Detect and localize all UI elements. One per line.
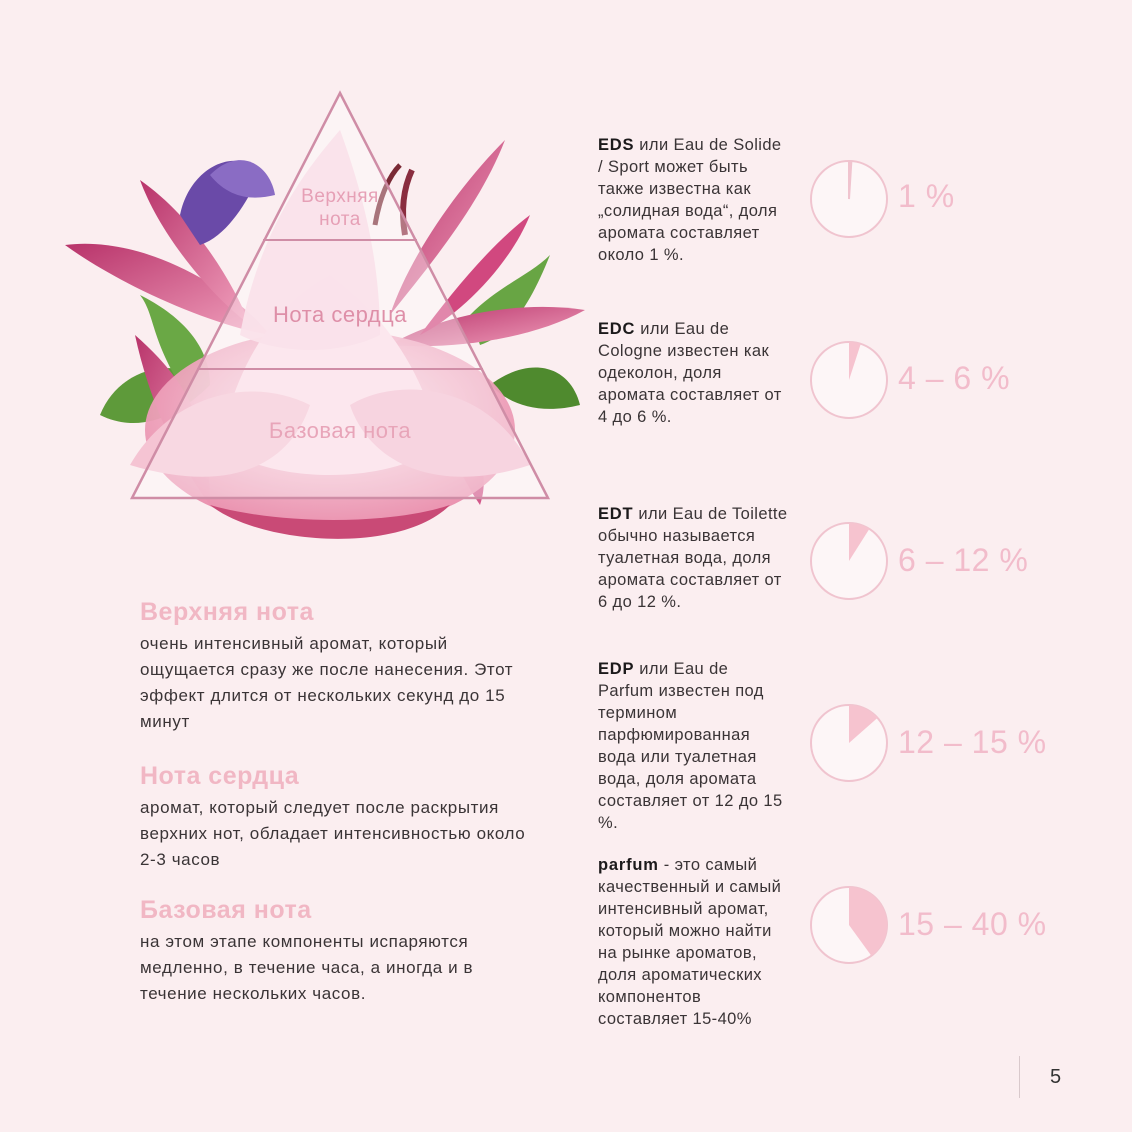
- concentration-edt-text: [598, 503, 788, 613]
- percent-label-edp: 12 – 15 %: [898, 724, 1047, 760]
- pie-chart-edp: [808, 702, 890, 784]
- note-base-text: на этом этапе компоненты испаряются медленно, в течение часа, а иногда и в течение нескольких часов.: [140, 932, 474, 1003]
- concentration-parfum-desc: - это самый качественный и самый интенсивный аромат, который можно найти на рынке ароматов, доля ароматических компонентов составляет 15-40%: [598, 856, 782, 1028]
- percent-label-edt: 6 – 12 %: [898, 542, 1029, 578]
- note-top-section: [140, 598, 540, 735]
- concentration-edt-desc: или Eau de Toilette обычно называется туалетная вода, доля аромата составляет от 6 до 12 %.: [598, 505, 788, 611]
- pie-chart-edt: [808, 520, 890, 602]
- concentration-eds-text: [598, 134, 788, 266]
- page-divider: [1019, 1056, 1020, 1098]
- concentration-edc-text: [598, 318, 788, 428]
- note-base-title: Базовая нота: [140, 896, 312, 924]
- concentration-edc-desc: или Eau de Cologne известен как одеколон, доля аромата составляет от 4 до 6 %.: [598, 320, 782, 426]
- concentration-edp-abbr: EDP: [598, 660, 635, 678]
- note-heart-section: [140, 762, 540, 873]
- pyramid-label-base: Базовая нота: [268, 418, 412, 443]
- concentration-eds-desc: или Eau de Solide / Sport может быть также известна как „солидная вода“, доля аромата составляет около 1 %.: [598, 136, 782, 264]
- note-heart-text: аромат, который следует после раскрытия верхних нот, обладает интенсивностью около 2-3 часов: [140, 798, 526, 869]
- note-heart-title: Нота сердца: [140, 762, 300, 790]
- concentration-parfum-text: [598, 854, 788, 1030]
- percent-label-eds: 1 %: [898, 178, 955, 214]
- concentration-eds-abbr: EDS: [598, 136, 635, 154]
- pyramid-label-top: [285, 185, 395, 231]
- concentration-edp-desc: или Eau de Parfum известен под термином парфюмированная вода или туалетная вода, доля аромата составляет от 12 до 15 %.: [598, 660, 783, 832]
- note-base-section: [140, 896, 540, 1007]
- percent-label-parfum: 15 – 40 %: [898, 906, 1047, 942]
- note-top-title: Верхняя нота: [140, 598, 314, 626]
- concentration-edp-text: [598, 658, 788, 834]
- pyramid-label-middle: Нота сердца: [273, 302, 407, 327]
- concentration-edt-abbr: EDT: [598, 505, 634, 523]
- concentration-edc-abbr: EDC: [598, 320, 636, 338]
- percent-label-edc: 4 – 6 %: [898, 360, 1011, 396]
- pie-chart-parfum: [808, 884, 890, 966]
- page-number: 5: [1050, 1066, 1062, 1088]
- pie-chart-eds: [808, 158, 890, 240]
- concentration-parfum-abbr: parfum: [598, 856, 659, 874]
- note-top-text: очень интенсивный аромат, который ощущается сразу же после нанесения. Этот эффект длится от нескольких секунд до 15 минут: [140, 634, 514, 731]
- pyramid-label-top-line1: Верхняя: [301, 186, 379, 207]
- pie-chart-edc: [808, 339, 890, 421]
- pyramid-label-top-line2: нота: [319, 209, 361, 230]
